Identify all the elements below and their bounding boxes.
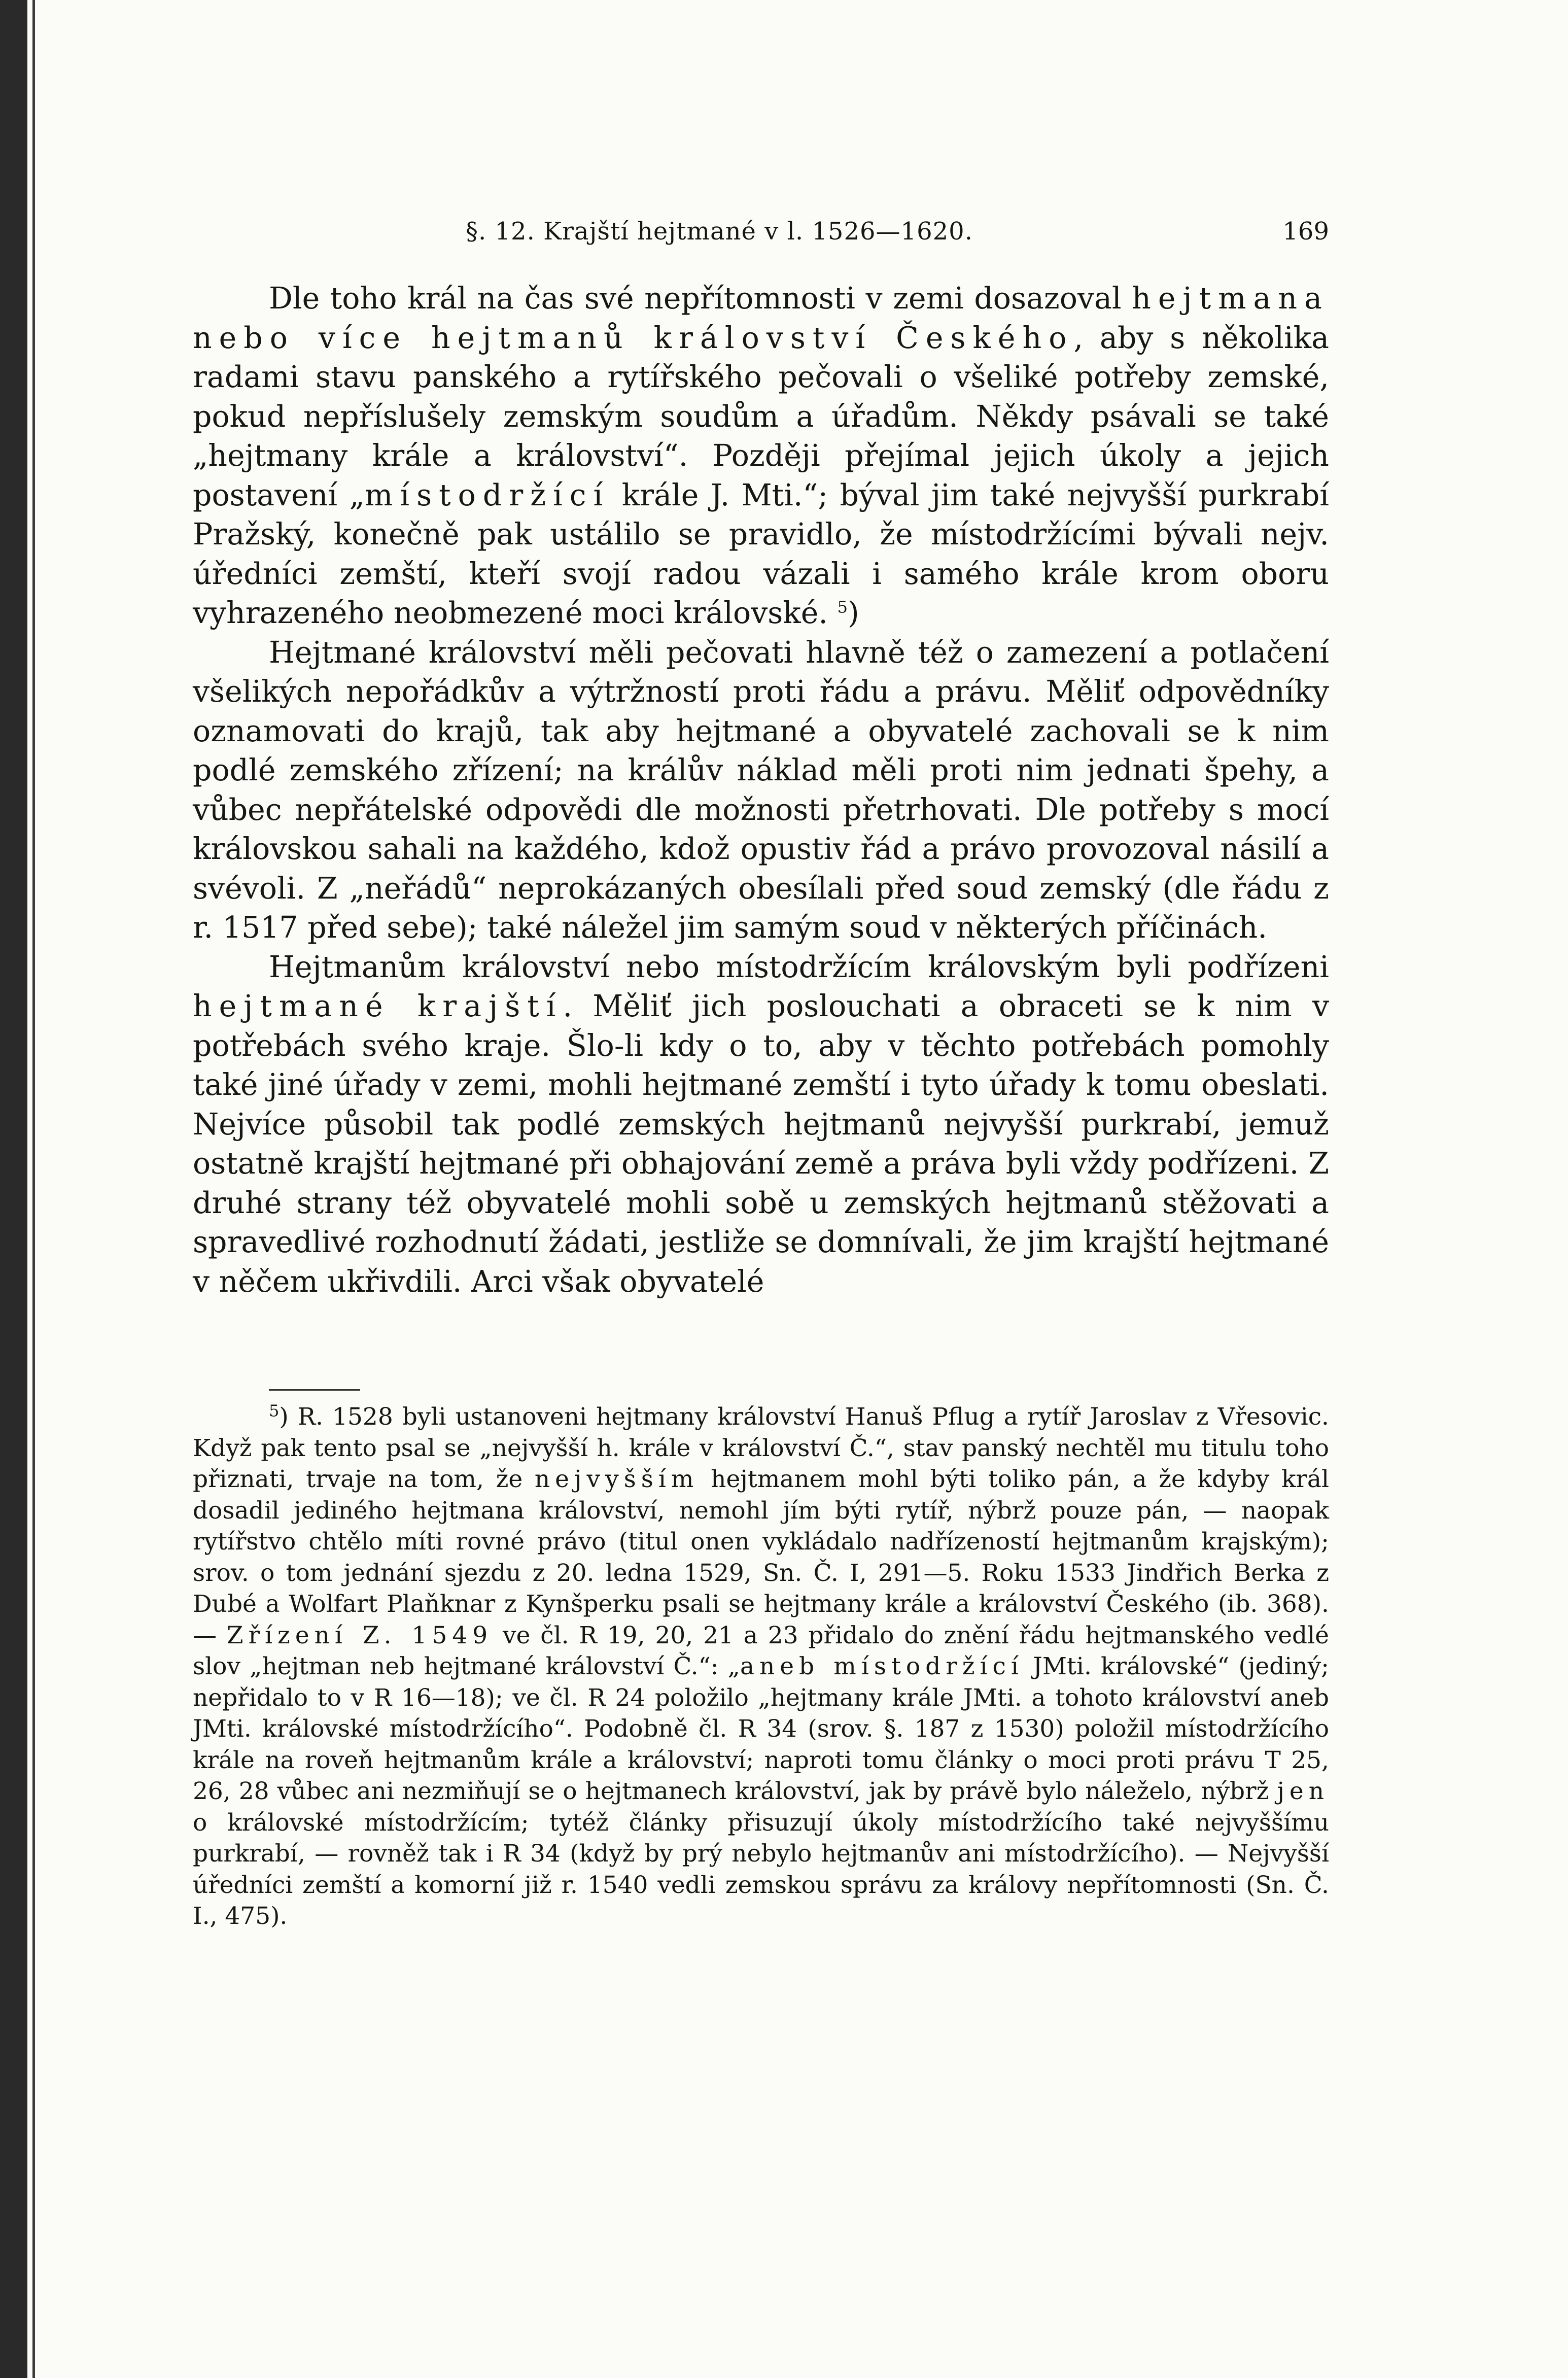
scan-edge-line bbox=[32, 0, 35, 2378]
footnote-5 bbox=[193, 1401, 1329, 1932]
spaced-term: nejvyšším bbox=[534, 1465, 699, 1493]
page-number: 169 bbox=[1282, 217, 1329, 246]
running-head: §. 12. Krajští hejtmané v l. 1526—1620. bbox=[466, 217, 973, 246]
text-run: o královské místodržícím; tytéž články přisuzují úkoly místodržícího také nejvyššímu purkrabí, — rovněž tak i R 34 (když by prý nebylo hejtmanův ani místodržícího). — Nejvyšší úředníci zemští a komorní již r. 1540 vedli zemskou správu za královy nepřítomnosti (Sn. Č. I., 475). bbox=[193, 1808, 1329, 1930]
footnote-ref: 5 bbox=[837, 597, 848, 617]
spaced-term: jen bbox=[1277, 1777, 1329, 1805]
page-header bbox=[193, 213, 1329, 259]
footnote-mark: 5 bbox=[269, 1401, 280, 1421]
text-run: hejtmanem mohl býti toliko pán, a že kdyby král dosadil jediného hejtmana království, nemohl jím býti rytíř, nýbrž pouze pán, — naopak rytířstvo chtělo míti rovné právo (titul onen vykládalo nadřízeností hejtmanům krajským); srov. o tom jednání sjezdu z 20. ledna 1529, Sn. Č. I, 291—5. Roku 1533 Jindřich Berka z Dubé a Wolfart Plaňknar z Kynšperku psali se hejtmany krále a království Českého (ib. 368). — bbox=[193, 1465, 1329, 1649]
spaced-term: místodržící bbox=[364, 477, 610, 512]
footnote-rule bbox=[269, 1389, 360, 1391]
paragraph-1 bbox=[193, 279, 1329, 633]
footnotes bbox=[193, 1401, 1329, 1932]
text-run: . Měliť jich poslouchati a obraceti se k nim v potřebách svého kraje. Šlo-li kdy o to, aby v těchto potřebách pomohly také jiné úřady v zemi, mohli hejtmané zemští i tyto úřady k tomu obeslati. Nejvíce působil tak podlé zemských hejtmanů nejvyšší purkrabí, jemuž ostatně krajští hejtmané při obhajování země a práva byli vždy podřízeni. Z druhé strany též obyvatelé mohli sobě u zemských hejtmanů stěžovati a spravedlivé rozhodnutí žádati, jestliže se domnívali, že jim krajští hejtmané v něčem ukřivdili. Arci však obyvatelé bbox=[193, 989, 1330, 1299]
spaced-term: hejtmana nebo více hejtmanů království Českého bbox=[193, 281, 1329, 355]
paragraph-2: Hejtmané království měli pečovati hlavně též o zamezení a potlačení všelikých nepořádkův a výtržností proti řádu a právu. Měliť odpovědníky oznamovati do krajů, tak aby hejtmané a obyvatelé zachovali se k nim podlé zemského zřízení; na králův náklad měli proti nim jednati špehy, a vůbec nepřátelské odpovědi dle možnosti přetrhovati. Dle potřeby s mocí královskou sahali na každého, kdož opustiv řád a právo provozoval násilí a svévoli. Z „neřádů“ neprokázaných obesílali před soud zemský (dle řádu z r. 1517 před sebe); také náležel jim samým soud v některých příčinách. bbox=[193, 635, 1329, 945]
text-run: Hejtmanům království nebo místodržícím královským byli podřízeni bbox=[269, 949, 1329, 984]
text-run: ve čl. R 19, 20, 21 a 23 přidalo do znění řádu hejtmanského vedlé slov „hejtman neb hejtmané království Č.“: „ bbox=[193, 1621, 1329, 1680]
text-run: krále J. Mti.“; býval jim také nejvyšší purkrabí Pražský, konečně pak ustálilo se pravidlo, že místodržícími bývali nejv. úředníci zemští, kteří svojí radou vázali i samého krále krom oboru vyhrazeného neobmezené moci královské. bbox=[193, 477, 1329, 630]
main-text bbox=[193, 279, 1329, 1301]
text-run: JMti. královské“ (jediný; nepřidalo to v R 16—18); ve čl. R 24 položilo „hejtmany krále JMti. a tohoto království aneb JMti. královské místodržícího“. Podobně čl. R 34 (srov. §. 187 z 1530) položil místodržícího krále na roveň hejtmanům krále a království; naproti tomu články o moci proti právu T 25, 26, 28 vůbec ani nezmiňují se o hejtmanech království, jak by právě bylo náleželo, nýbrž bbox=[193, 1652, 1329, 1805]
spaced-term: aneb místodržící bbox=[740, 1652, 1024, 1680]
text-run: Dle toho král na čas své nepřítomnosti v zemi dosazoval bbox=[269, 281, 1132, 316]
text-run: ) R. 1528 byli ustanoveni hejtmany království Hanuš Pflug a rytíř Jaroslav z Vřesovic. Když pak tento psal se „nejvyšší h. krále v království Č.“, stav panský nechtěl mu titulu toho přiznati, trvaje na tom, že bbox=[193, 1403, 1329, 1493]
paragraph-3 bbox=[193, 948, 1329, 1302]
text-run: , aby s několika radami stavu panského a rytířského pečovali o všeliké potřeby zemské, pokud nepříslušely zemským soudům a úřadům. Někdy psávali se také „hejtmany krále a království“. Později přejímal jejich úkoly a jejich postavení „ bbox=[193, 320, 1329, 512]
spaced-term: Zřízení Z. 1549 bbox=[226, 1621, 493, 1649]
scan-left-edge bbox=[0, 0, 27, 2378]
text-run: ) bbox=[847, 596, 859, 630]
spaced-term: hejtmané krajští bbox=[193, 989, 563, 1023]
